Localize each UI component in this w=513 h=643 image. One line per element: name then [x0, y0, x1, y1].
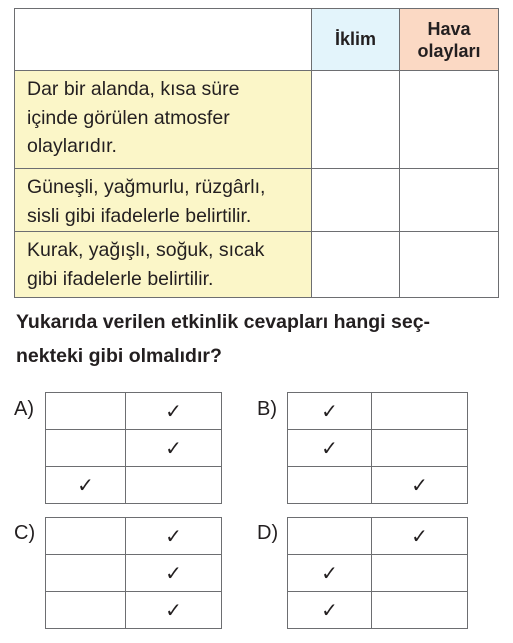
- option-c-cell-1-2: ✓: [126, 518, 222, 555]
- statement-2-line-2: sisli gibi ifadelerle belirtilir.: [27, 204, 252, 227]
- answer-cell-3-hava[interactable]: [400, 232, 499, 298]
- option-c-cell-2-2: ✓: [126, 555, 222, 592]
- answer-cell-2-hava[interactable]: [400, 169, 499, 232]
- answer-cell-2-iklim[interactable]: [312, 169, 400, 232]
- statement-1-line-3: olaylarıdır.: [27, 135, 117, 157]
- statement-1-line-2: içinde görülen atmosfer: [27, 106, 230, 129]
- answer-cell-1-hava[interactable]: [400, 71, 499, 169]
- statement-3-line-2: gibi ifadelerle belirtilir.: [27, 267, 214, 290]
- option-a-grid[interactable]: [45, 392, 222, 504]
- option-a-cell-1-1: [46, 393, 126, 430]
- option-d-cell-2-2: [372, 555, 468, 592]
- option-b-label[interactable]: B): [257, 398, 277, 420]
- option-a-cell-3-2: [126, 467, 222, 504]
- option-d-label[interactable]: D): [257, 522, 279, 544]
- option-b-grid[interactable]: [287, 392, 468, 504]
- option-c-cell-2-1: [46, 555, 126, 592]
- option-b-cell-2-1: ✓: [288, 430, 372, 467]
- option-b-cell-3-1: [288, 467, 372, 504]
- option-c-cell-3-2: ✓: [126, 592, 222, 629]
- header-hava-olaylari: [400, 9, 499, 71]
- header-hava-line2: olayları: [417, 40, 481, 61]
- question-line-1: Yukarıda verilen etkinlik cevapları hangi seç-: [16, 311, 431, 333]
- option-a-cell-1-2: ✓: [126, 393, 222, 430]
- statement-1-line-1: Dar bir alanda, kısa süre: [27, 78, 240, 100]
- answer-cell-1-iklim[interactable]: [312, 71, 400, 169]
- option-a-cell-3-1: ✓: [46, 467, 126, 504]
- statement-2: [15, 169, 312, 232]
- header-iklim: İklim: [312, 9, 400, 71]
- statement-2-line-1: Güneşli, yağmurlu, rüzgârlı,: [27, 176, 266, 198]
- option-d-cell-2-1: ✓: [288, 555, 372, 592]
- option-c-cell-1-1: [46, 518, 126, 555]
- option-b-cell-1-1: ✓: [288, 393, 372, 430]
- statement-3-line-1: Kurak, yağışlı, soğuk, sıcak: [27, 239, 265, 261]
- activity-table: [14, 8, 499, 298]
- option-b-cell-2-2: [372, 430, 468, 467]
- answer-cell-3-iklim[interactable]: [312, 232, 400, 298]
- option-d-cell-3-1: ✓: [288, 592, 372, 629]
- option-d-cell-3-2: [372, 592, 468, 629]
- option-d-cell-1-2: ✓: [372, 518, 468, 555]
- option-a-cell-2-1: [46, 430, 126, 467]
- option-a-label[interactable]: A): [14, 398, 34, 420]
- question-text: [16, 305, 511, 373]
- option-d-grid[interactable]: [287, 517, 468, 629]
- header-blank-cell: [15, 9, 312, 71]
- option-a-cell-2-2: ✓: [126, 430, 222, 467]
- statement-3: [15, 232, 312, 298]
- statement-1: [15, 71, 312, 169]
- option-b-cell-1-2: [372, 393, 468, 430]
- option-c-cell-3-1: [46, 592, 126, 629]
- question-line-2: nekteki gibi olmalıdır?: [16, 345, 222, 367]
- option-c-grid[interactable]: [45, 517, 222, 629]
- option-b-cell-3-2: ✓: [372, 467, 468, 504]
- option-c-label[interactable]: C): [14, 522, 36, 544]
- option-d-cell-1-1: [288, 518, 372, 555]
- header-hava-line1: Hava: [427, 18, 471, 39]
